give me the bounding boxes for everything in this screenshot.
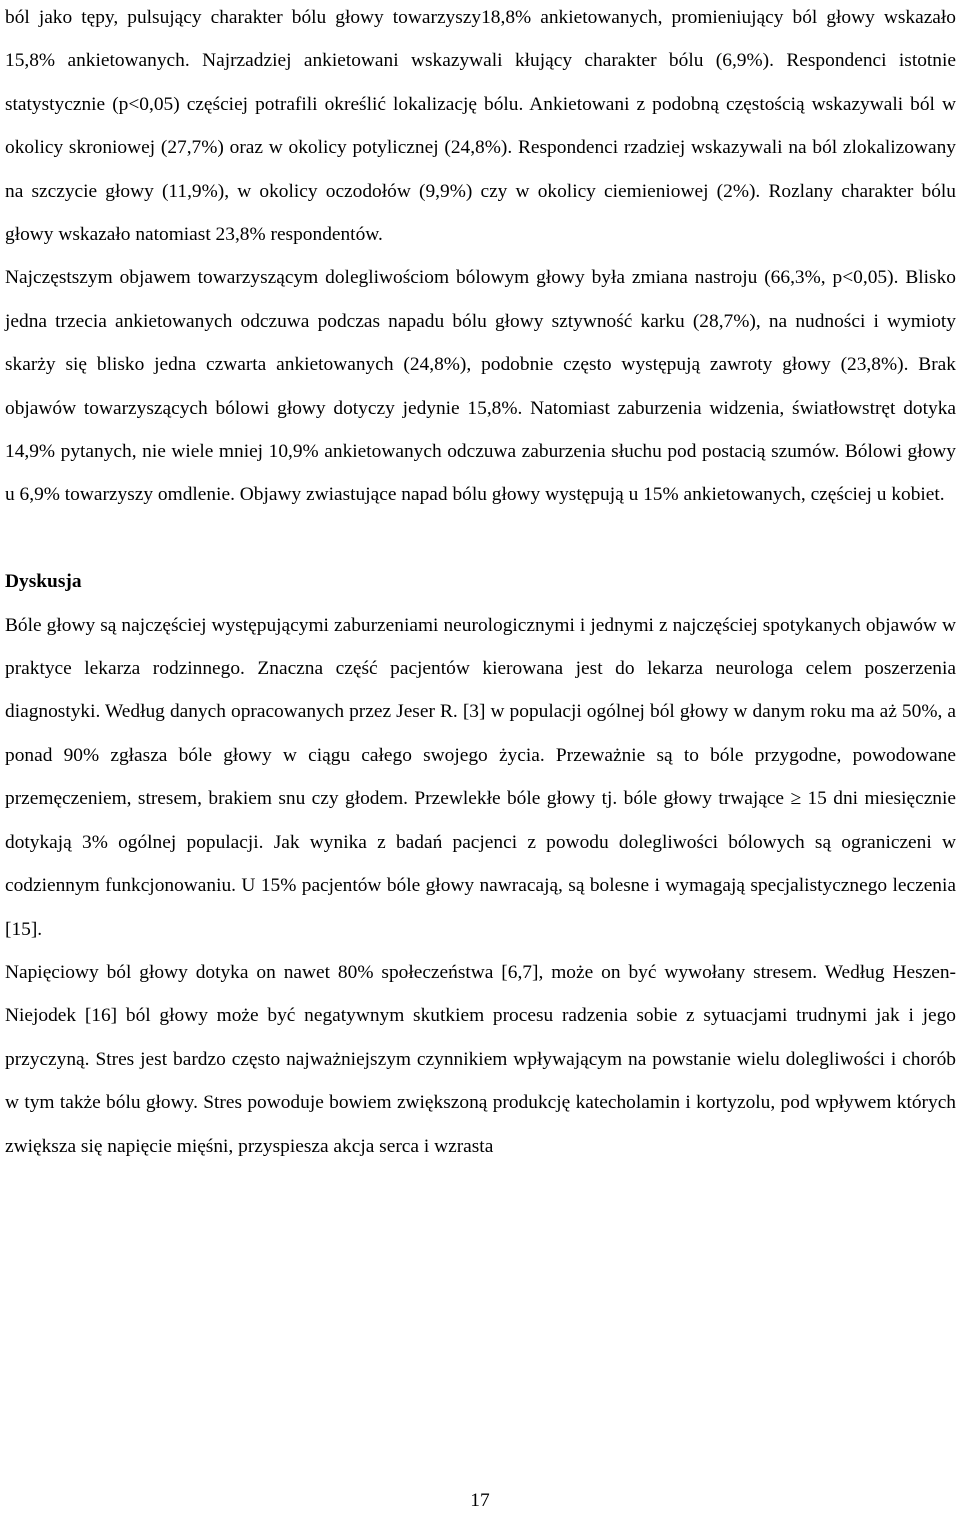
- results-paragraph-1: ból jako tępy, pulsujący charakter bólu głowy towarzyszy18,8% ankietowanych, promieniujący ból głowy wskazało 15,8% ankietowanych. Najrzadziej ankietowani wskazywali kłujący charakter bólu (6,9%). Respondenci istotnie statystycznie (p<0,05) częściej potrafili określić lokalizację bólu. Ankietowani z podobną częstością wskazywali ból w okolicy skroniowej (27,7%) oraz w okolicy potylicznej (24,8%). Respondenci rzadziej wskazywali na ból zlokalizowany na szczycie głowy (11,9%), w okolicy oczodołów (9,9%) czy w okolicy ciemieniowej (2%). Rozlany charakter bólu głowy wskazało natomiast 23,8% respondentów.: [5, 7, 956, 246]
- section-spacer: [5, 517, 956, 560]
- page-content: [5, 0, 956, 1168]
- discussion-paragraph-1: Bóle głowy są najczęściej występującymi zaburzeniami neurologicznymi i jednymi z najczęściej spotykanych objawów w praktyce lekarza rodzinnego. Znaczna część pacjentów kierowana jest do lekarza neurologa celem poszerzenia diagnostyki. Według danych opracowanych przez Jeser R. [3] w populacji ogólnej ból głowy w danym roku ma aż 50%, a ponad 90% zgłasza bóle głowy w ciągu całego swojego życia. Przeważnie są to bóle przygodne, powodowane przemęczeniem, stresem, brakiem snu czy głodem. Przewlekłe bóle głowy tj. bóle głowy trwające ≥ 15 dni miesięcznie dotykają 3% ogólnej populacji. Jak wynika z badań pacjenci z powodu dolegliwości bólowych są ograniczeni w codziennym funkcjonowaniu. U 15% pacjentów bóle głowy nawracają, są bolesne i wymagają specjalistycznego leczenia [15].: [5, 614, 956, 940]
- results-paragraph-2: Najczęstszym objawem towarzyszącym dolegliwościom bólowym głowy była zmiana nastroju (66,3%, p<0,05). Blisko jedna trzecia ankietowanych odczuwa podczas napadu bólu głowy sztywność karku (28,7%), na nudności i wymioty skarży się blisko jedna czwarta ankietowanych (24,8%), podobnie często występują zawroty głowy (23,8%). Brak objawów towarzyszących bólowi głowy dotyczy jedynie 15,8%. Natomiast zaburzenia widzenia, światłowstręt dotyka 14,9% pytanych, nie wiele mniej 10,9% ankietowanych odczuwa zaburzenia słuchu pod postacią szumów. Bólowi głowy u 6,9% towarzyszy omdlenie. Objawy zwiastujące napad bólu głowy występują u 15% ankietowanych, częściej u kobiet.: [5, 267, 956, 506]
- discussion-heading: Dyskusja: [5, 571, 82, 593]
- page-number: 17: [470, 1490, 490, 1511]
- discussion-paragraph-2: Napięciowy ból głowy dotyka on nawet 80% społeczeństwa [6,7], może on być wywołany stresem. Według Heszen-Niejodek [16] ból głowy może być negatywnym skutkiem procesu radzenia sobie z sytuacjami trudnymi jak i jego przyczyną. Stres jest bardzo często najważniejszym czynnikiem wpływającym na powstanie wielu dolegliwości i chorób w tym także bólu głowy. Stres powoduje bowiem zwiększoną produkcję katecholamin i kortyzolu, pod wpływem których zwiększa się napięcie mięśni, przyspiesza akcja serca i wzrasta: [5, 961, 956, 1157]
